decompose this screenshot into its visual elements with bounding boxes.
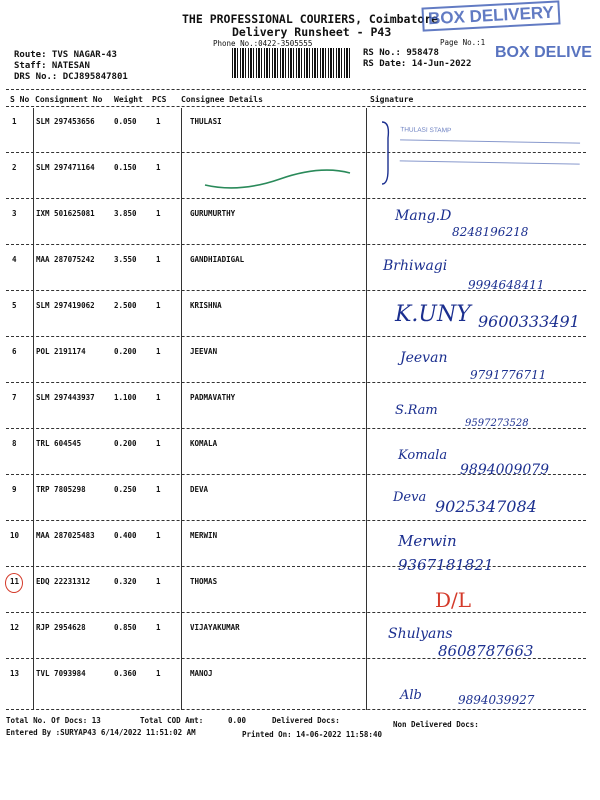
route-label: Route: TVS NAGAR-43	[14, 50, 117, 60]
row-sno: 10	[10, 531, 20, 540]
row-consignment: TRP 7805298	[36, 485, 86, 494]
row-pcs: 1	[156, 347, 161, 356]
signature-8: Komala	[398, 448, 448, 463]
phone-8: 9894009079	[460, 462, 550, 478]
row-consignment: SLM 297419062	[36, 301, 95, 310]
barcode-image	[232, 48, 350, 78]
row-pcs: 1	[156, 393, 161, 402]
entered-by: Entered By :SURYAP43 6/14/2022 11:51:02 AM	[6, 728, 196, 737]
bracket-mark	[380, 118, 394, 188]
row-consignment: TVL 7093984	[36, 669, 86, 678]
phone-10: 9367181821	[398, 556, 494, 574]
row-divider	[6, 612, 586, 613]
row-consignee: DEVA	[190, 485, 209, 494]
row-sno: 12	[10, 623, 20, 632]
phone-number: Phone No.:0422-3505555	[213, 39, 313, 48]
row-pcs: 1	[156, 669, 161, 678]
row-consignment: TRL 604545	[36, 439, 82, 448]
box-delivery-stamp-side: BOX DELIVE	[495, 44, 592, 61]
row-consignment: SLM 297443937	[36, 393, 95, 402]
row-weight: 1.100	[114, 393, 137, 402]
phone-3: 8248196218	[452, 225, 529, 239]
col-consignee: Consignee Details	[181, 95, 263, 104]
signature-3: Mang.D	[395, 208, 452, 224]
header-top-rule	[6, 89, 586, 90]
row-sno: 11	[10, 577, 20, 586]
row-divider	[6, 336, 586, 337]
staff-label: Staff: NATESAN	[14, 61, 90, 71]
row-sno: 6	[12, 347, 17, 356]
signature-12: Shulyans	[388, 626, 453, 642]
signature-10: Merwin	[398, 532, 457, 550]
row-consignee: VIJAYAKUMAR	[190, 623, 240, 632]
row-consignee: PADMAVATHY	[190, 393, 236, 402]
table-bottom-rule	[6, 709, 586, 710]
row-pcs: 1	[156, 623, 161, 632]
phone-9: 9025347084	[435, 497, 537, 516]
signature-13: Alb	[400, 688, 422, 703]
phone-6: 9791776711	[470, 368, 547, 382]
row-consignee: MANOJ	[190, 669, 213, 678]
signature-5: K.UNY	[395, 302, 471, 327]
signature-4: Brhiwagi	[383, 258, 448, 274]
row-weight: 0.360	[114, 669, 137, 678]
row-consignee: THULASI	[190, 117, 222, 126]
row-weight: 0.050	[114, 117, 137, 126]
header-bottom-rule	[6, 106, 586, 107]
row-consignee: KRISHNA	[190, 301, 222, 310]
row-consignee: GANDHIADIGAL	[190, 255, 245, 264]
col-weight: Weight	[114, 95, 143, 104]
row-consignment: EDQ 22231312	[36, 577, 91, 586]
col-pcs: PCS	[152, 95, 167, 104]
row-pcs: 1	[156, 163, 161, 172]
row-consignee: KOMALA	[190, 439, 218, 448]
row-sno: 2	[12, 163, 17, 172]
row-pcs: 1	[156, 531, 161, 540]
printed-on: Printed On: 14-06-2022 11:58:40	[242, 730, 382, 739]
row-weight: 0.850	[114, 623, 137, 632]
row-divider	[6, 198, 586, 199]
row-weight: 0.150	[114, 163, 137, 172]
signature-6: Jeevan	[400, 350, 448, 366]
row-pcs: 1	[156, 439, 161, 448]
signature-11: D/L	[435, 588, 472, 612]
row-pcs: 1	[156, 209, 161, 218]
row-divider	[6, 566, 586, 567]
row-consignee: MERWIN	[190, 531, 218, 540]
rs-number: RS No.: 958478	[363, 48, 439, 58]
row-weight: 2.500	[114, 301, 137, 310]
row-pcs: 1	[156, 301, 161, 310]
row-pcs: 1	[156, 255, 161, 264]
page-number: Page No.:1	[440, 38, 486, 47]
signature-7: S.Ram	[395, 403, 438, 418]
col-sno: S No	[10, 95, 30, 104]
row-sno: 4	[12, 255, 17, 264]
phone-7: 9597273528	[465, 418, 529, 429]
green-scribble	[200, 165, 360, 195]
total-docs: Total No. Of Docs: 13	[6, 716, 101, 725]
row-consignment: MAA 287075242	[36, 255, 95, 264]
row-divider	[6, 382, 586, 383]
delivered-docs: Delivered Docs:	[272, 716, 340, 725]
row-sno: 13	[10, 669, 20, 678]
row-weight: 0.400	[114, 531, 137, 540]
row-consignment: RJP 2954628	[36, 623, 86, 632]
row-consignment: POL 2191174	[36, 347, 86, 356]
rs-date: RS Date: 14-Jun-2022	[363, 59, 472, 69]
box-delivery-stamp: BOX DELIVERY	[421, 0, 560, 31]
row-weight: 0.200	[114, 347, 137, 356]
row-consignment: MAA 287025483	[36, 531, 95, 540]
row-divider	[6, 244, 586, 245]
row-pcs: 1	[156, 577, 161, 586]
row-consignee: GURUMURTHY	[190, 209, 236, 218]
row-pcs: 1	[156, 117, 161, 126]
row-sno: 5	[12, 301, 17, 310]
row-consignment: SLM 297471164	[36, 163, 95, 172]
row-weight: 0.320	[114, 577, 137, 586]
phone-5: 9600333491	[478, 312, 580, 331]
row-sno: 8	[12, 439, 17, 448]
row-weight: 0.200	[114, 439, 137, 448]
col-signature: Signature	[370, 95, 414, 104]
row-weight: 3.550	[114, 255, 137, 264]
row-sno: 7	[12, 393, 17, 402]
company-title: THE PROFESSIONAL COURIERS, Coimbatore	[182, 12, 439, 26]
row-consignment: IXM 501625081	[36, 209, 95, 218]
thulasi-stamp-text: THULASI STAMP	[400, 126, 452, 135]
row-consignee: THOMAS	[190, 577, 218, 586]
non-delivered-docs: Non Delivered Docs:	[393, 720, 479, 729]
row-sno: 9	[12, 485, 17, 494]
stamp-impression	[400, 126, 581, 164]
phone-13: 9894039927	[458, 693, 535, 707]
total-cod-value: 0.00	[228, 716, 247, 725]
row-sno: 1	[12, 117, 17, 126]
drs-number: DRS No.: DCJ895847801	[14, 72, 128, 82]
signature-9: Deva	[393, 490, 427, 505]
row-consignment: SLM 297453656	[36, 117, 95, 126]
phone-4: 9994648411	[468, 278, 545, 292]
row-divider	[6, 520, 586, 521]
row-pcs: 1	[156, 485, 161, 494]
total-cod-label: Total COD Amt:	[140, 716, 204, 725]
row-consignee: JEEVAN	[190, 347, 218, 356]
col-consignment: Consignment No	[35, 95, 103, 104]
row-sno: 3	[12, 209, 17, 218]
runsheet-title: Delivery Runsheet - P43	[232, 25, 392, 39]
row-weight: 3.850	[114, 209, 137, 218]
phone-12: 8608787663	[438, 642, 534, 660]
row-weight: 0.250	[114, 485, 137, 494]
